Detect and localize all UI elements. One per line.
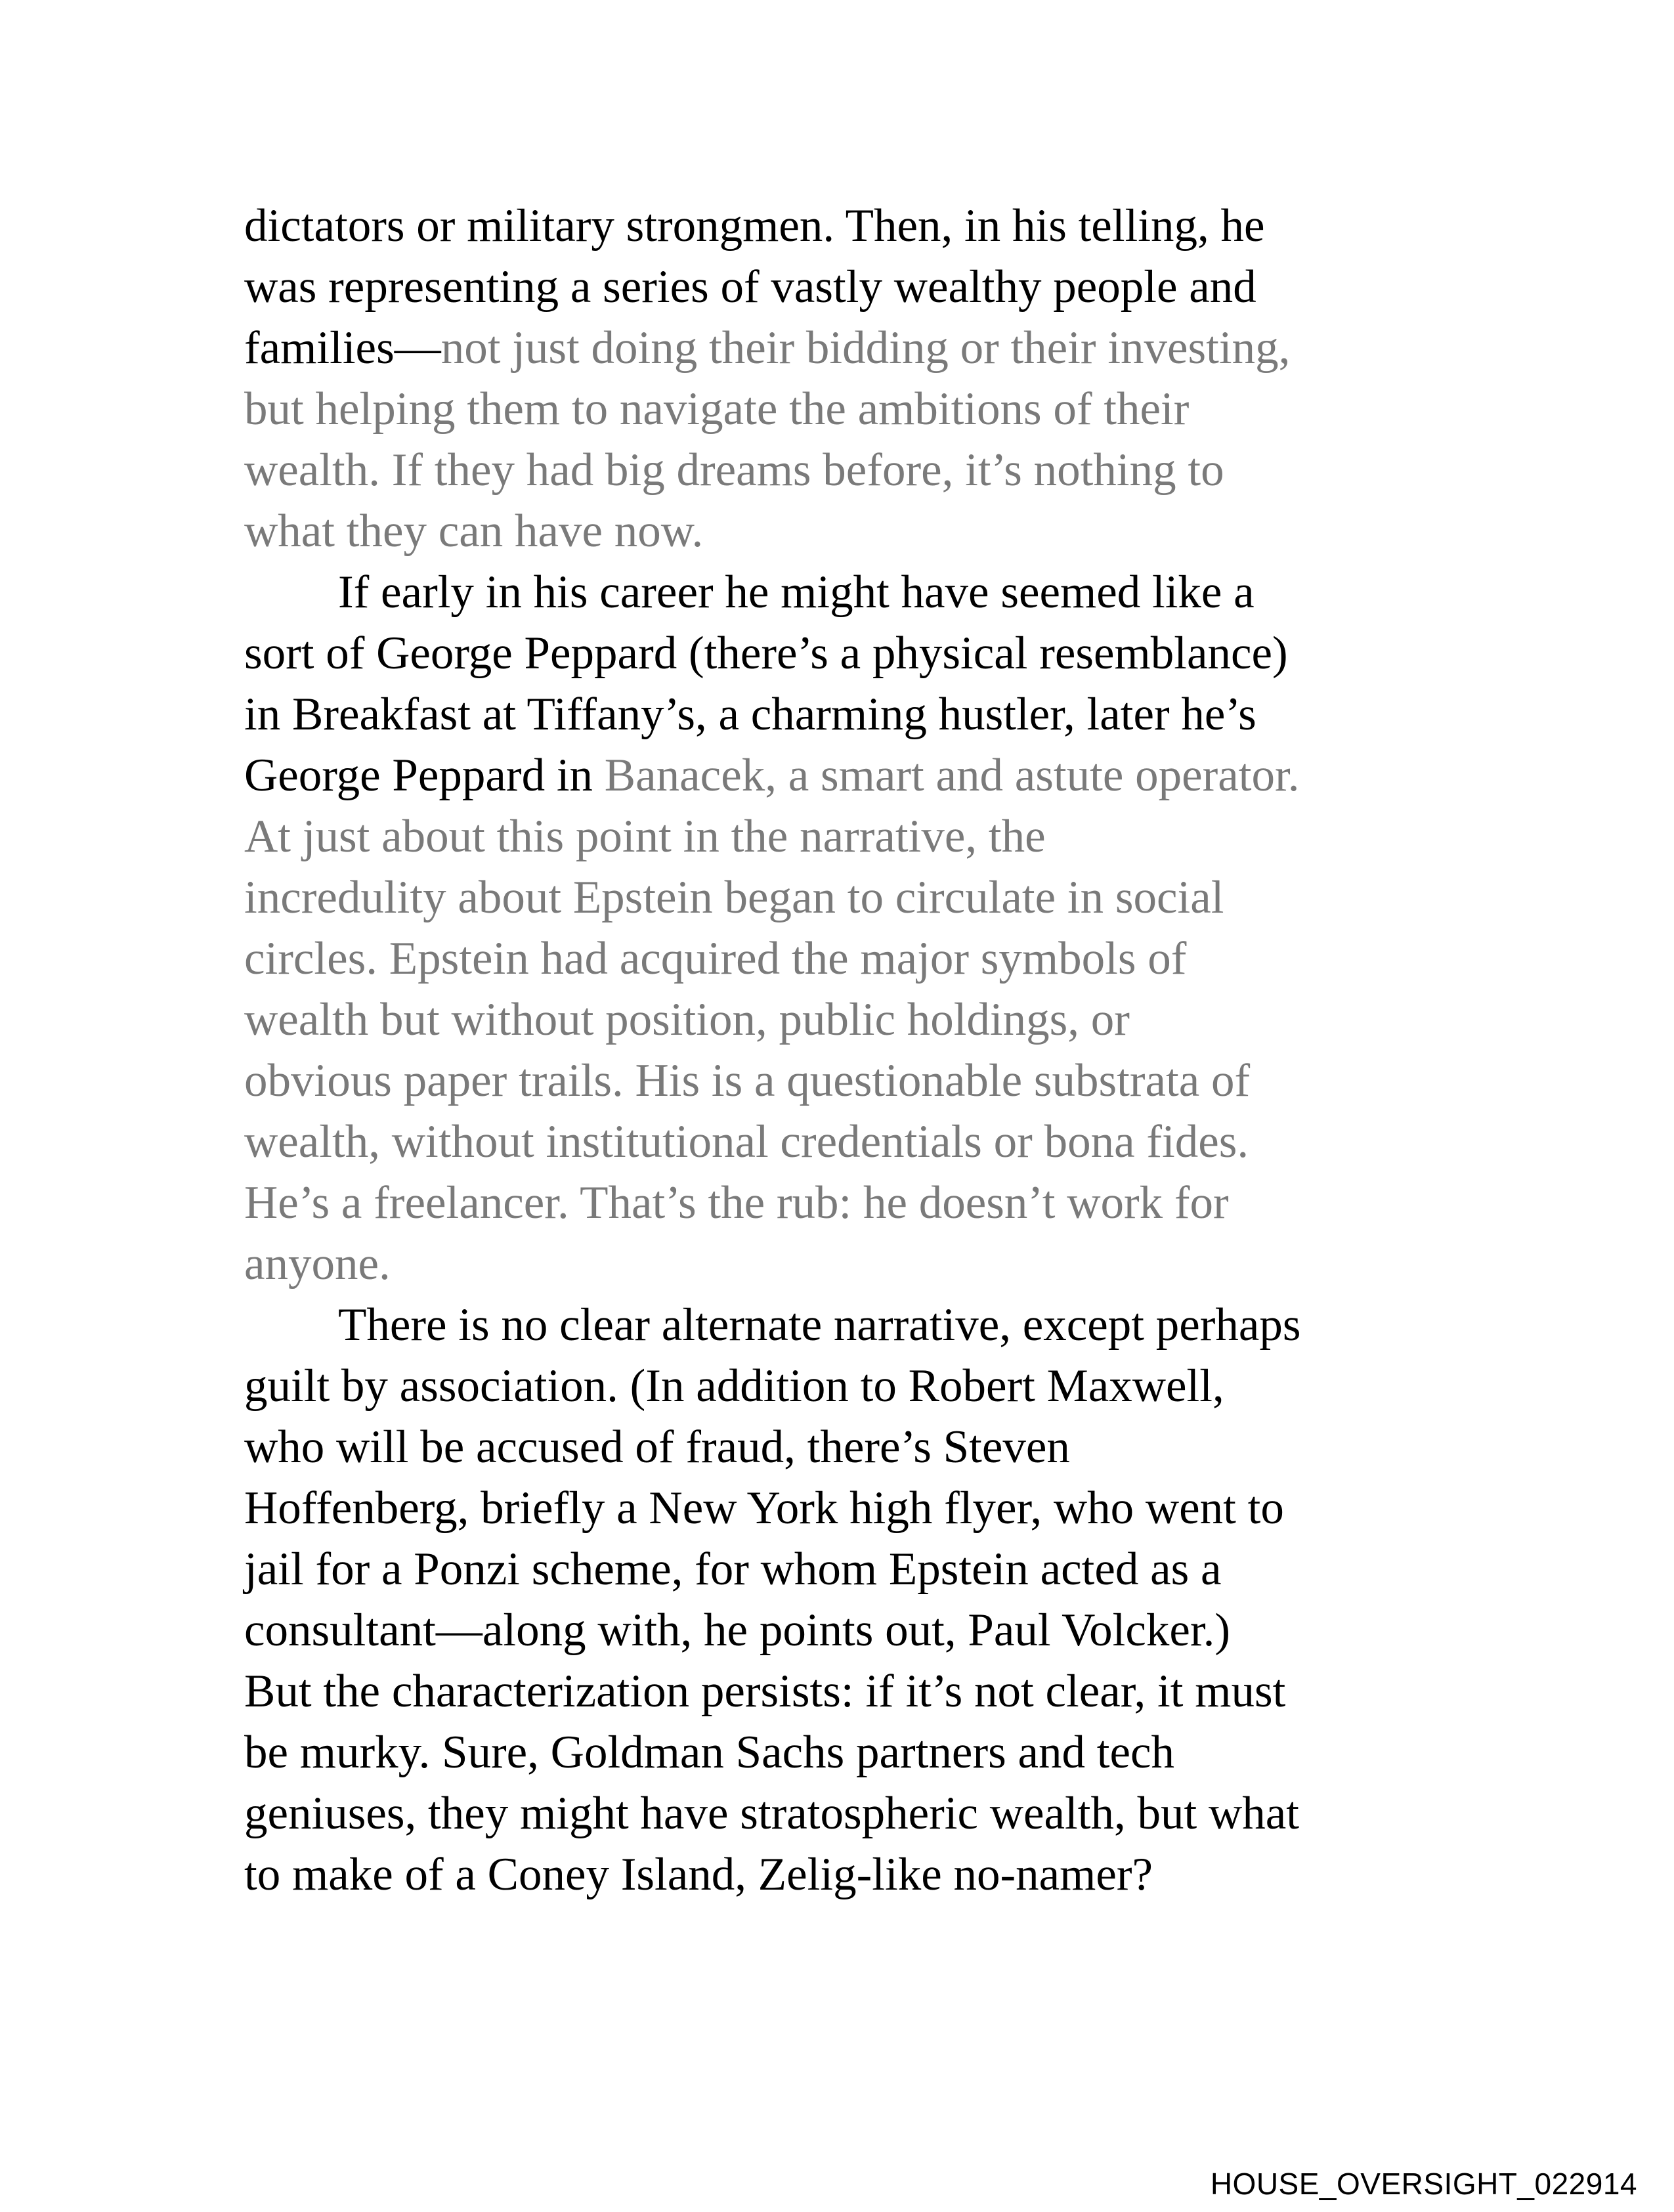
text-run: dictators or military strongmen. Then, in his telling, he	[244, 200, 1265, 251]
text-line	[244, 1295, 1446, 1356]
text-line	[244, 1173, 1446, 1234]
text-run-faded: wealth but without position, public holdings, or	[244, 994, 1130, 1045]
text-line	[244, 440, 1446, 501]
text-line	[244, 501, 1446, 562]
text-line	[244, 684, 1446, 745]
text-line	[244, 1600, 1446, 1661]
text-run-faded: but helping them to navigate the ambitions of their	[244, 383, 1190, 435]
text-line	[244, 196, 1446, 257]
text-run: consultant—along with, he points out, Paul Volcker.)	[244, 1605, 1231, 1656]
text-line	[244, 1417, 1446, 1478]
text-run: But the characterization persists: if it’s not clear, it must	[244, 1666, 1286, 1717]
text-line	[244, 1478, 1446, 1539]
text-line	[244, 1356, 1446, 1417]
text-run: George Peppard in	[244, 750, 605, 801]
text-run-faded: obvious paper trails. His is a questionable substrata of	[244, 1055, 1251, 1106]
text-run: families—	[244, 322, 441, 374]
text-run: was representing a series of vastly wealthy people and	[244, 261, 1256, 313]
text-line	[244, 1539, 1446, 1600]
text-line	[244, 989, 1446, 1051]
text-run: sort of George Peppard (there’s a physical resemblance)	[244, 628, 1288, 679]
text-line	[244, 1661, 1446, 1722]
text-run: be murky. Sure, Goldman Sachs partners and tech	[244, 1727, 1174, 1778]
text-run: There is no clear alternate narrative, except perhaps	[338, 1299, 1301, 1351]
text-line	[244, 1051, 1446, 1112]
body-text	[244, 196, 1446, 1905]
text-line	[244, 1722, 1446, 1783]
text-line	[244, 562, 1446, 623]
text-run-faded: At just about this point in the narrative, the	[244, 811, 1046, 862]
text-line	[244, 1234, 1446, 1295]
paragraph-1	[244, 196, 1446, 562]
text-run: If early in his career he might have seemed like a	[338, 567, 1255, 618]
document-id-stamp: HOUSE_OVERSIGHT_022914	[1210, 2167, 1637, 2201]
text-run: to make of a Coney Island, Zelig-like no-namer?	[244, 1849, 1153, 1900]
text-line	[244, 257, 1446, 318]
text-run: jail for a Ponzi scheme, for whom Epstein acted as a	[244, 1544, 1222, 1595]
paragraph-2	[244, 562, 1446, 1295]
text-run-faded: He’s a freelancer. That’s the rub: he doesn’t work for	[244, 1177, 1229, 1228]
text-run: geniuses, they might have stratospheric wealth, but what	[244, 1788, 1299, 1839]
text-line	[244, 1112, 1446, 1173]
paragraph-3	[244, 1295, 1446, 1905]
text-run: guilt by association. (In addition to Robert Maxwell,	[244, 1360, 1224, 1412]
text-run-faded: anyone.	[244, 1238, 391, 1290]
text-line	[244, 379, 1446, 440]
text-line	[244, 318, 1446, 379]
text-run-faded: circles. Epstein had acquired the major symbols of	[244, 933, 1187, 984]
text-line	[244, 745, 1446, 806]
text-line	[244, 928, 1446, 989]
text-run-faded: incredulity about Epstein began to circulate in social	[244, 872, 1224, 923]
text-line	[244, 806, 1446, 867]
text-run: who will be accused of fraud, there’s Steven	[244, 1421, 1070, 1473]
text-line	[244, 867, 1446, 928]
text-run: in Breakfast at Tiffany’s, a charming hustler, later he’s	[244, 689, 1256, 740]
text-run-faded: what they can have now.	[244, 506, 704, 557]
text-line	[244, 1844, 1446, 1905]
text-run-faded: wealth. If they had big dreams before, it’s nothing to	[244, 445, 1224, 496]
text-run-faded: not just doing their bidding or their investing,	[440, 322, 1291, 374]
text-run-faded: wealth, without institutional credentials or bona fides.	[244, 1116, 1249, 1167]
text-line	[244, 623, 1446, 684]
text-run: Hoffenberg, briefly a New York high flyer, who went to	[244, 1483, 1284, 1534]
text-line	[244, 1783, 1446, 1844]
text-run-faded: Banacek, a smart and astute operator.	[604, 750, 1300, 801]
